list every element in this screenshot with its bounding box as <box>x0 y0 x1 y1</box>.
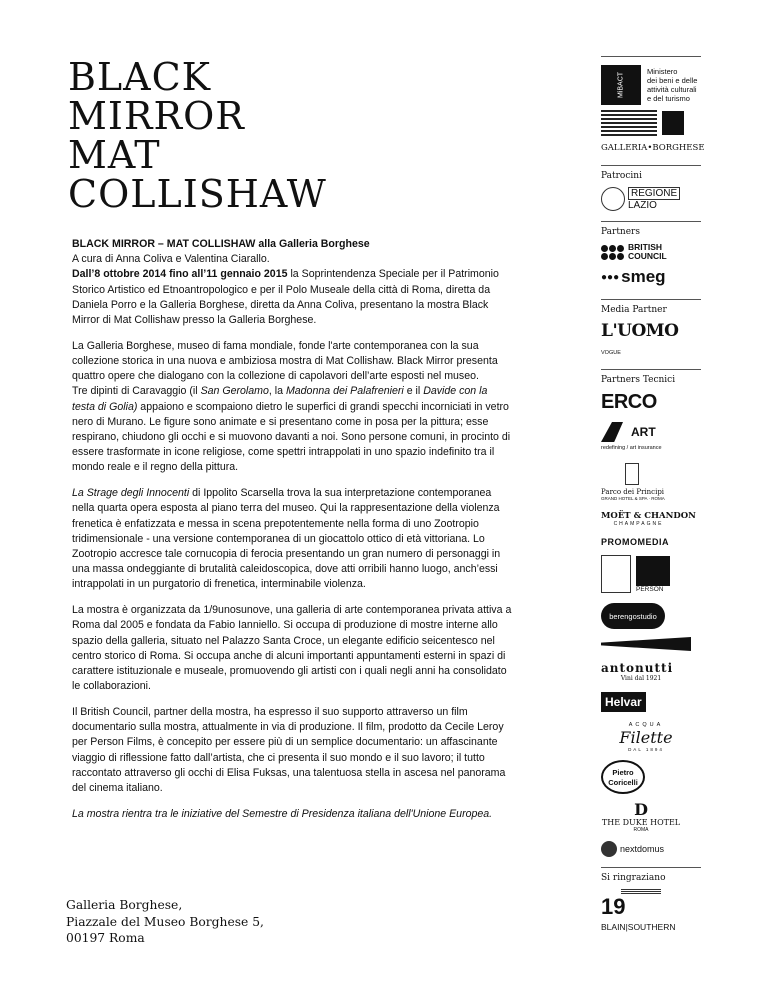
soprintendenza-logo <box>601 110 701 136</box>
nextdomus-logo <box>601 841 701 857</box>
filette-logo: Filette <box>619 728 673 747</box>
artwork-title: La Strage degli Innocenti <box>72 487 190 500</box>
vogue-text: VOGUE <box>601 350 621 356</box>
berengo-studio-logo: berengostudio <box>601 603 665 629</box>
divider <box>601 369 701 370</box>
british-text: BRITISH <box>628 242 662 252</box>
person-logo <box>601 555 701 593</box>
smeg-logo <box>601 267 701 287</box>
press-release-body <box>72 237 512 833</box>
paragraph-organizer: La mostra è organizzata da 1/9unosunove, una galleria di arte contemporanea privata attiva a Roma dal 2005 e fondata da Fabio Ianniello. Si occupa di produzione di mostre interne allo spazio della galleria, situato nel Palazzo Santa Croce, un elegante edificio seicentesco nel centro storico di Roma. Si occupa anche di alcuni importanti appuntamenti esterni in spazi di carattere istituzionale e museale, promuovendo gli artisti con i quali negli anni ha consolidato le collaborazioni. <box>72 604 512 693</box>
luomo-text: L'UOMO <box>601 321 679 341</box>
pietro-coricelli-logo <box>601 760 645 794</box>
nextdomus-text: nextdomus <box>620 844 665 854</box>
regione-lazio-logo <box>601 187 701 211</box>
text: Tre dipinti di Caravaggio (il <box>72 385 201 398</box>
exhibition-title <box>68 55 327 216</box>
paragraph-semestre <box>72 807 512 822</box>
divider <box>601 56 701 57</box>
parco-subtitle: GRAND HOTEL & SPA · ROMA <box>601 496 665 501</box>
british-council-logo <box>601 243 701 261</box>
smeg-dots-icon: ●●● <box>601 271 620 283</box>
section-label: Partners Tecnici <box>601 375 676 385</box>
ministero-line: dei beni e delle <box>647 76 698 85</box>
person-mark-icon <box>636 556 670 586</box>
title-line: MIRROR <box>68 94 245 138</box>
luomo-vogue-logo <box>601 321 701 359</box>
ministero-line: attività culturali <box>647 85 697 94</box>
axa-art-logo <box>601 422 701 442</box>
crest-icon <box>625 463 639 485</box>
unosunove-logo: 19 <box>601 894 626 919</box>
address-line: Galleria Borghese, <box>66 898 183 912</box>
ministero-line: Ministero <box>647 67 678 76</box>
council-text: COUNCIL <box>628 251 667 261</box>
text: La Galleria Borghese, museo di fama mondiale, fonde l'arte contemporanea con la sua collezione storica in una nuova e ambiziosa mostra di Mat Collishaw. Black Mirror presenta quattro opere che dialogano con la collezione di capolavori dell’arte esposti nel museo. <box>72 339 498 383</box>
divider <box>601 165 701 166</box>
duke-subtitle: ROMA <box>633 827 649 833</box>
artwork-title: Davide con la testa di Golia) <box>72 385 488 413</box>
text: di Ippolito Scarsella trova la sua interpretazione contemporanea nella quarta opera esposta al piano terra del museo. Qui la rappresentazione della violenza frenetica è enfatizzata e messa in scena prepotentemente nella forma di uno Zootropio tridimensionale - una versione contemporanea di un giocattolo ottico di età vittoriana. Lo Zootropio accresce tale cornucopia di ferocia presentando un gran numero di personaggi in una massa ondeggiante di brutalità caleidoscopica, dove atti orribili hanno luogo, anch’essi intrappolati in un purgatorio di frenetica, interminabile violenza. <box>72 487 501 591</box>
unosunove-text-icon <box>621 889 661 894</box>
address <box>66 897 264 947</box>
erco-logo: ERCO <box>601 391 657 413</box>
text: appaiono e scompaiono dietro le superfici di grandi specchi incorniciati in vetro nero di Murano. Le figure sono animate e si presentano come in posa per la pittura; esse respirano, chiudono gli occhi e si muovono davanti a noi. Sono persone comuni, in procinto di essere trasformate in icone religiose, come spettri intrappolati in uno spazio indefinito tra il mondo reale e il regno della pittura. <box>72 400 511 474</box>
text: , la <box>268 385 286 398</box>
divider <box>601 299 701 300</box>
paragraph-strage <box>72 486 512 592</box>
nextdomus-icon <box>601 841 617 857</box>
antonutti-logo: antonutti <box>601 661 674 675</box>
artwork-title: Madonna dei Palafrenieri <box>285 385 404 398</box>
statue-icon <box>662 111 684 135</box>
title-line: MAT <box>68 133 161 177</box>
coricelli-text: Coricelli <box>608 778 638 787</box>
section-label: Si ringraziano <box>601 873 666 883</box>
pietro-text: Pietro <box>612 768 634 777</box>
giubilarte-icon <box>601 555 631 593</box>
section-label: Patrocini <box>601 171 642 181</box>
paragraph-intro <box>72 237 512 328</box>
duke-hotel-logo: THE DUKE HOTEL <box>601 818 681 827</box>
blain-southern-logo: BLAIN|SOUTHERN <box>601 922 676 932</box>
title-line: BLACK <box>68 55 212 99</box>
curators: A cura di Anna Coliva e Valentina Ciarallo. <box>72 253 270 266</box>
mibact-mark-icon: MiBACT <box>601 65 641 105</box>
paragraph-british-council: Il British Council, partner della mostra, ha espresso il suo supporto attraverso un film documentario sulla mostra, attualmente in via di produzione. Il film, prodotto da Cecile Leroy per Person Films, è concepito per essere più di un semplice documentario: un affascinante viaggio di riflessione fatto dall’artista, che ci presenta il suo mondo e il suo lavoro; il tutto raccontato attraverso gli occhi di Elisa Fuksas, una talentuosa stella in ascesa nel panorama del cinema italiano. <box>72 706 506 795</box>
redefining-text: redefining / art insurance <box>601 445 662 451</box>
address-line: 00197 Roma <box>66 931 145 945</box>
lazio-text: LAZIO <box>628 200 657 211</box>
british-council-dots-icon <box>601 245 624 260</box>
moet-subtitle: CHAMPAGNE <box>613 521 664 527</box>
promomedia-logo: PROMOMEDIA <box>601 537 669 547</box>
acqua-text: ACQUA <box>628 722 664 728</box>
helvar-logo: Helvar <box>601 692 646 712</box>
smeg-text: smeg <box>621 267 666 286</box>
antonutti-subtitle: Vini dal 1921 <box>620 675 662 682</box>
paragraph-galleria <box>72 339 512 476</box>
title-line: COLLISHAW <box>68 172 327 216</box>
ministero-line: e del turismo <box>647 94 690 103</box>
sponsor-sidebar <box>601 56 705 932</box>
duke-crest-icon: D <box>634 800 648 819</box>
mibact-logo <box>601 65 701 105</box>
regione-text: REGIONE <box>628 187 680 200</box>
intro-text: la Soprintendenza Speciale per il Patrimonio Storico Artistico ed Etnoantropologico e per il Polo Museale della città di Roma, diretta da Daniela Porro e la Galleria Borghese, diretta da Anna Coliva, presentano la mostra Black Mirror di Mat Collishaw presso la Galleria Borghese. <box>72 268 499 327</box>
art-text: ART <box>631 425 656 439</box>
text: e il <box>403 385 424 398</box>
soprintendenza-text-icon <box>601 110 657 136</box>
section-label: Partners <box>601 227 640 237</box>
axa-icon <box>601 422 623 442</box>
divider <box>601 867 701 868</box>
address-line: Piazzale del Museo Borghese 5, <box>66 914 264 929</box>
parco-dei-principi-logo: Parco dei Principi <box>601 488 665 496</box>
filette-subtitle: DAL 1894 <box>628 747 664 752</box>
divider <box>601 221 701 222</box>
arte-trasporti-logo-icon <box>601 637 691 651</box>
dates: Dall’8 ottobre 2014 fino all’11 gennaio 2015 <box>72 268 288 281</box>
artwork-title: San Gerolamo <box>200 385 269 398</box>
heading: BLACK MIRROR – MAT COLLISHAW alla Galleria Borghese <box>72 238 370 250</box>
moet-chandon-logo: MOËT & CHANDON <box>601 511 696 521</box>
note: La mostra rientra tra le iniziative del Semestre di Presidenza italiana dell'Unione Europea. <box>72 807 493 820</box>
section-label: Media Partner <box>601 305 667 315</box>
regione-emblem-icon <box>601 187 625 211</box>
person-text: PERSON <box>636 585 664 593</box>
galleria-borghese-logo: GALLERIA•BORGHESE <box>601 143 705 153</box>
